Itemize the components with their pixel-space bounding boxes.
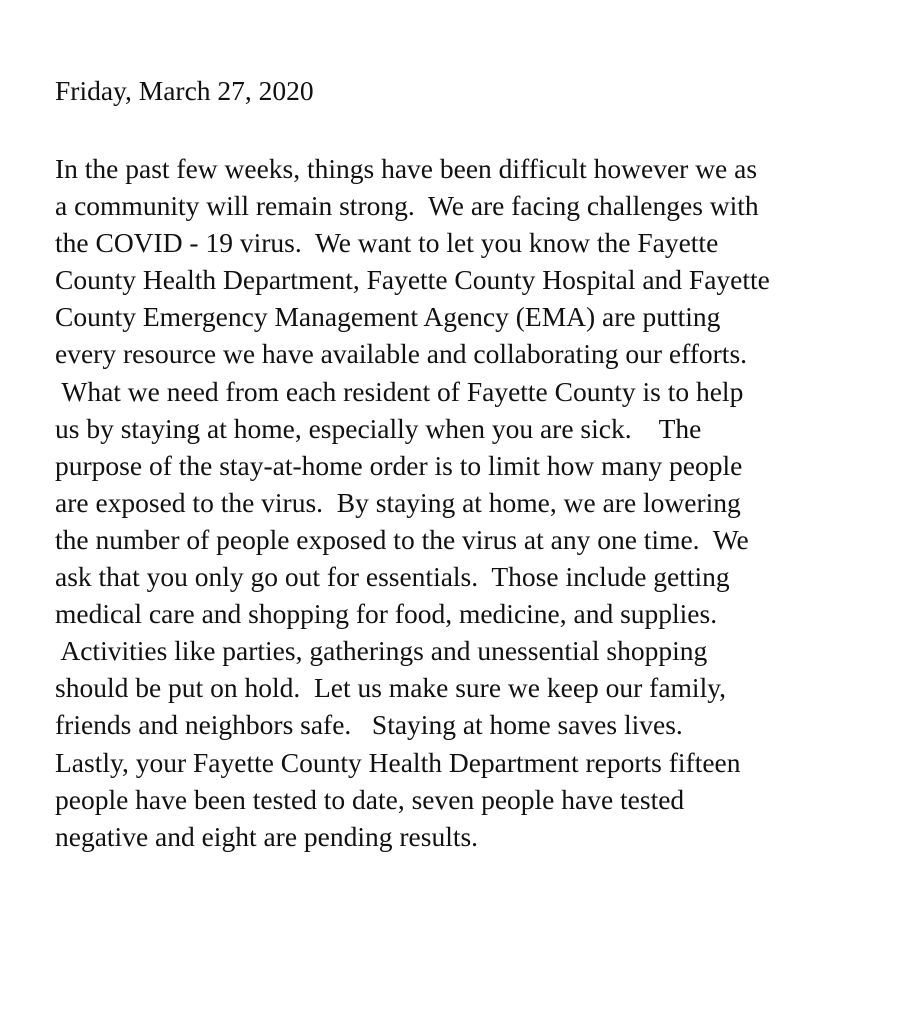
body-line: Lastly, your Fayette County Health Department reports fifteen [55, 746, 741, 778]
body-line: the COVID - 19 virus. We want to let you know the Fayette [55, 227, 719, 259]
body-line: should be put on hold. Let us make sure we keep our family, [55, 672, 727, 704]
body-line: Activities like parties, gatherings and unessential shopping [55, 635, 708, 667]
body-line: County Health Department, Fayette County Hospital and Fayette [55, 264, 770, 296]
body-line: a community will remain strong. We are facing challenges with [55, 190, 759, 222]
body-line: us by staying at home, especially when you are sick. The [55, 412, 702, 444]
body-line: purpose of the stay-at-home order is to limit how many people [55, 449, 743, 481]
body-line: every resource we have available and collaborating our efforts. [55, 338, 748, 370]
body-line: the number of people exposed to the virus at any one time. We [55, 523, 749, 555]
body-line: County Emergency Management Agency (EMA) are putting [55, 301, 721, 333]
document-date: Friday, March 27, 2020 [55, 75, 314, 106]
body-line: ask that you only go out for essentials. Those include getting [55, 561, 730, 593]
body-line: are exposed to the virus. By staying at home, we are lowering [55, 486, 741, 518]
body-line: friends and neighbors safe. Staying at home saves lives. [55, 709, 683, 741]
document-body [55, 150, 895, 855]
body-line: negative and eight are pending results. [55, 820, 479, 852]
body-line: people have been tested to date, seven people have tested [55, 783, 685, 815]
body-line: medical care and shopping for food, medicine, and supplies. [55, 598, 718, 630]
body-line: In the past few weeks, things have been difficult however we as [55, 153, 758, 184]
body-line: What we need from each resident of Fayette County is to help [55, 375, 744, 407]
